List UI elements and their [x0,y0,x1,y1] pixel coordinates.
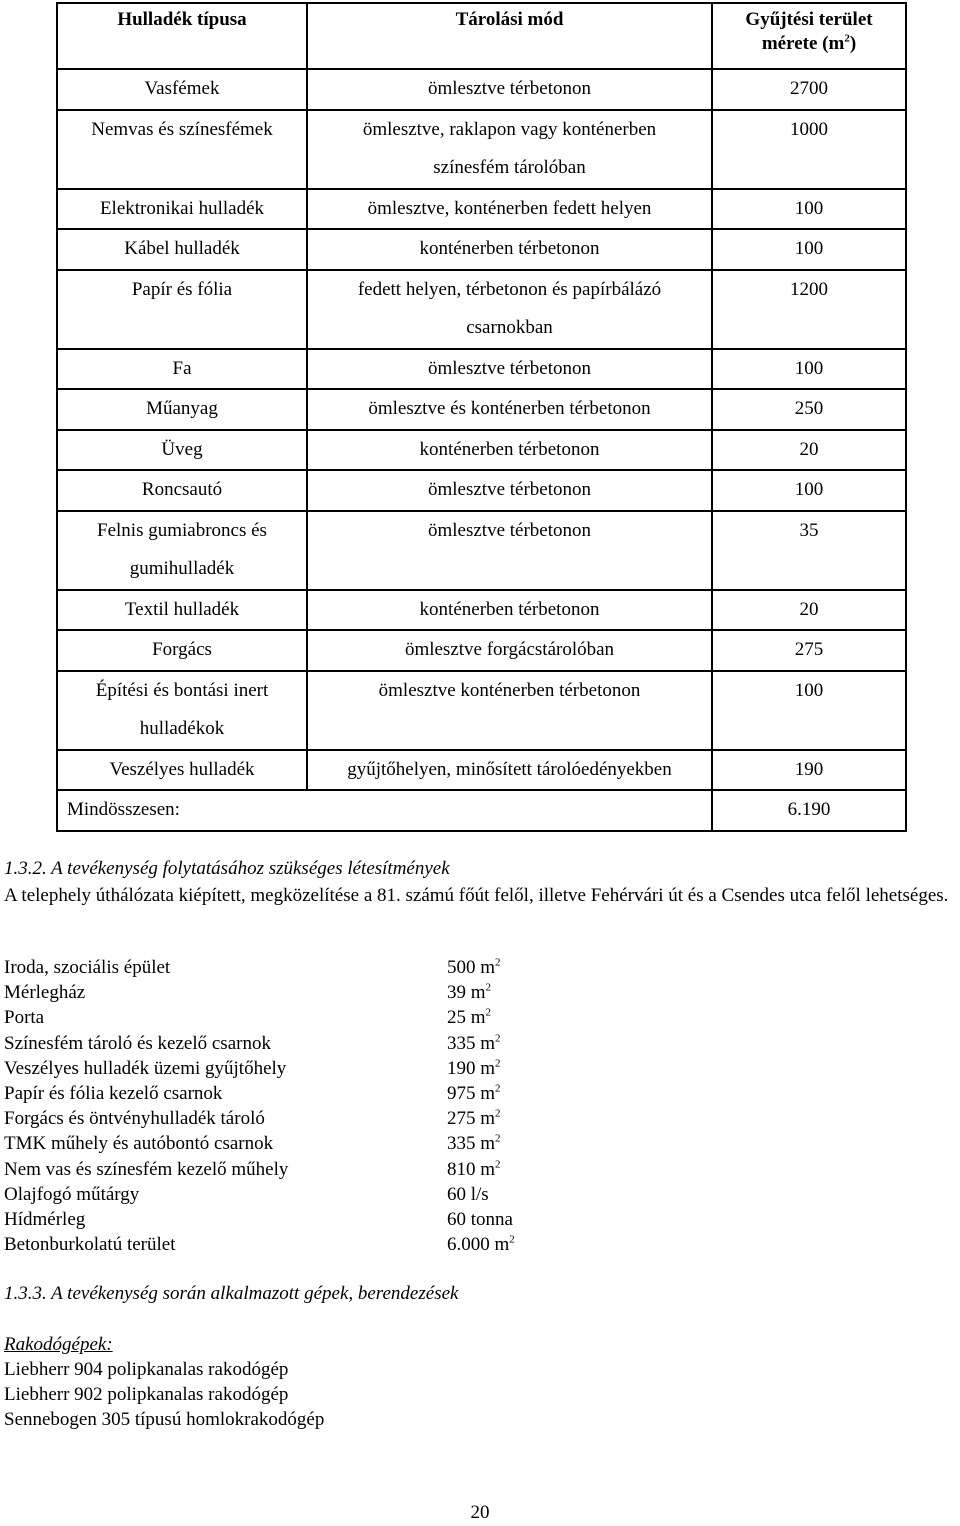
table-row [57,270,906,349]
table-body [57,69,906,831]
cell-storage-method: fedett helyen, térbetonon és papírbálázó csarnokban [307,270,712,349]
cell-area: 2700 [712,69,906,110]
cell-waste-type: Vasfémek [57,69,307,110]
cell-waste-type: Papír és fólia [57,270,307,349]
page-number: 20 [470,1502,490,1523]
cell-waste-type: Felnis gumiabroncs és gumihulladék [57,511,307,590]
facility-name: Hídmérleg [4,1208,86,1230]
cell-storage-method: ömlesztve térbetonon [307,470,712,511]
facility-size: 60 tonna [447,1208,513,1230]
total-value: 6.190 [712,790,906,831]
facility-size: 275 $m^2$ [447,1107,501,1130]
table-row [57,430,906,471]
facility-size: 25 $m^2$ [447,1007,492,1029]
facility-size: 39 $m^2$ [447,981,492,1004]
waste-storage-table [56,2,907,832]
cell-waste-type: Fa [57,349,307,390]
table-row [57,671,906,750]
facility-size: 810 $m^2$ [447,1158,501,1180]
facility-name: Papír és fólia kezelő csarnok [4,1082,223,1104]
cell-waste-type: Roncsautó [57,470,307,511]
table-row [57,590,906,631]
cell-area: 20 [712,430,906,471]
facility-size: 190 $m^2$ [447,1057,501,1079]
cell-waste-type: Veszélyes hulladék [57,750,307,791]
machines-list [4,1332,324,1432]
facility-size: 335 $m^2$ [447,1132,501,1155]
cell-waste-type: Műanyag [57,389,307,430]
table-row [57,630,906,671]
facility-size: 60 l/s [447,1183,489,1205]
cell-storage-method: ömlesztve, raklapon vagy konténerben színesfém tárolóban [307,110,712,189]
machine-item: Sennebogen 305 típusú homlokrakodógép [4,1409,325,1430]
cell-waste-type: Kábel hulladék [57,229,307,270]
cell-storage-method: gyűjtőhelyen, minősített tárolóedényekben [307,750,712,791]
cell-waste-type: Építési és bontási inert hulladékok [57,671,307,750]
cell-area: 20 [712,590,906,631]
header-waste-type: Hulladék típusa [57,3,307,69]
machine-item: Liebherr 902 polipkanalas rakodógép [4,1384,289,1405]
cell-storage-method: konténerben térbetonon [307,229,712,270]
table-row [57,470,906,511]
facility-size: 500 $m^2$ [447,956,501,978]
cell-storage-method: ömlesztve és konténerben térbetonon [307,389,712,430]
cell-storage-method: ömlesztve forgácstárolóban [307,630,712,671]
facility-size: 6.000 $m^2$ [447,1233,515,1256]
table-header-row [57,3,906,69]
facility-name: TMK műhely és autóbontó csarnok [4,1133,274,1155]
facility-size: 975 $m^2$ [447,1082,501,1104]
cell-area: 35 [712,511,906,590]
facility-name: Veszélyes hulladék üzemi gyűjtőhely [4,1057,287,1079]
facility-name: Mérlegház [4,982,86,1004]
facility-size: 335 $m^2$ [447,1032,501,1054]
section-heading-133: 1.3.3. A tevékenység során alkalmazott gépek, berendezések [4,1283,459,1304]
cell-area: 100 [712,671,906,750]
facility-name: Olajfogó műtárgy [4,1183,140,1205]
cell-waste-type: Üveg [57,430,307,471]
table-row [57,389,906,430]
cell-area: 100 [712,349,906,390]
cell-area: 100 [712,189,906,230]
table-row [57,511,906,590]
facility-name: Színesfém tároló és kezelő csarnok [4,1032,271,1054]
cell-storage-method: ömlesztve, konténerben fedett helyen [307,189,712,230]
cell-storage-method: ömlesztve térbetonon [307,69,712,110]
cell-storage-method: ömlesztve térbetonon [307,511,712,590]
cell-area: 100 [712,470,906,511]
table-total-row [57,790,906,831]
table-row [57,110,906,189]
cell-area: 190 [712,750,906,791]
facility-name: Betonburkolatú terület [4,1234,176,1256]
section-heading-132: 1.3.2. A tevékenység folytatásához szükséges létesítmények [4,858,450,879]
cell-waste-type: Textil hulladék [57,590,307,631]
machines-title: Rakodógépek: [4,1334,113,1355]
machine-item: Liebherr 904 polipkanalas rakodógép [4,1359,289,1380]
header-collection-area: Gyűjtési terület mérete $(m^2)$ [712,3,906,69]
cell-waste-type: Forgács [57,630,307,671]
cell-storage-method: konténerben térbetonon [307,430,712,471]
cell-area: 1200 [712,270,906,349]
table-row [57,189,906,230]
facility-name: Nem vas és színesfém kezelő műhely [4,1158,289,1180]
cell-waste-type: Nemvas és színesfémek [57,110,307,189]
cell-waste-type: Elektronikai hulladék [57,189,307,230]
facility-name: Porta [4,1007,45,1029]
facility-name: Iroda, szociális épület [4,957,171,978]
cell-area: 275 [712,630,906,671]
cell-area: 1000 [712,110,906,189]
table-row [57,229,906,270]
table-row [57,349,906,390]
cell-area: 250 [712,389,906,430]
cell-storage-method: konténerben térbetonon [307,590,712,631]
cell-storage-method: ömlesztve konténerben térbetonon [307,671,712,750]
total-label: Mindösszesen: [57,790,712,831]
cell-storage-method: ömlesztve térbetonon [307,349,712,390]
section-paragraph-132: A telephely úthálózata kiépített, megközelítése a 81. számú főút felől, illetve Fehérvári út és a Csendes utca felől lehetséges. [4,885,949,906]
facility-name: Forgács és öntvényhulladék tároló [4,1108,265,1130]
table-row [57,750,906,791]
header-storage-method: Tárolási mód [307,3,712,69]
table-row [57,69,906,110]
cell-area: 100 [712,229,906,270]
